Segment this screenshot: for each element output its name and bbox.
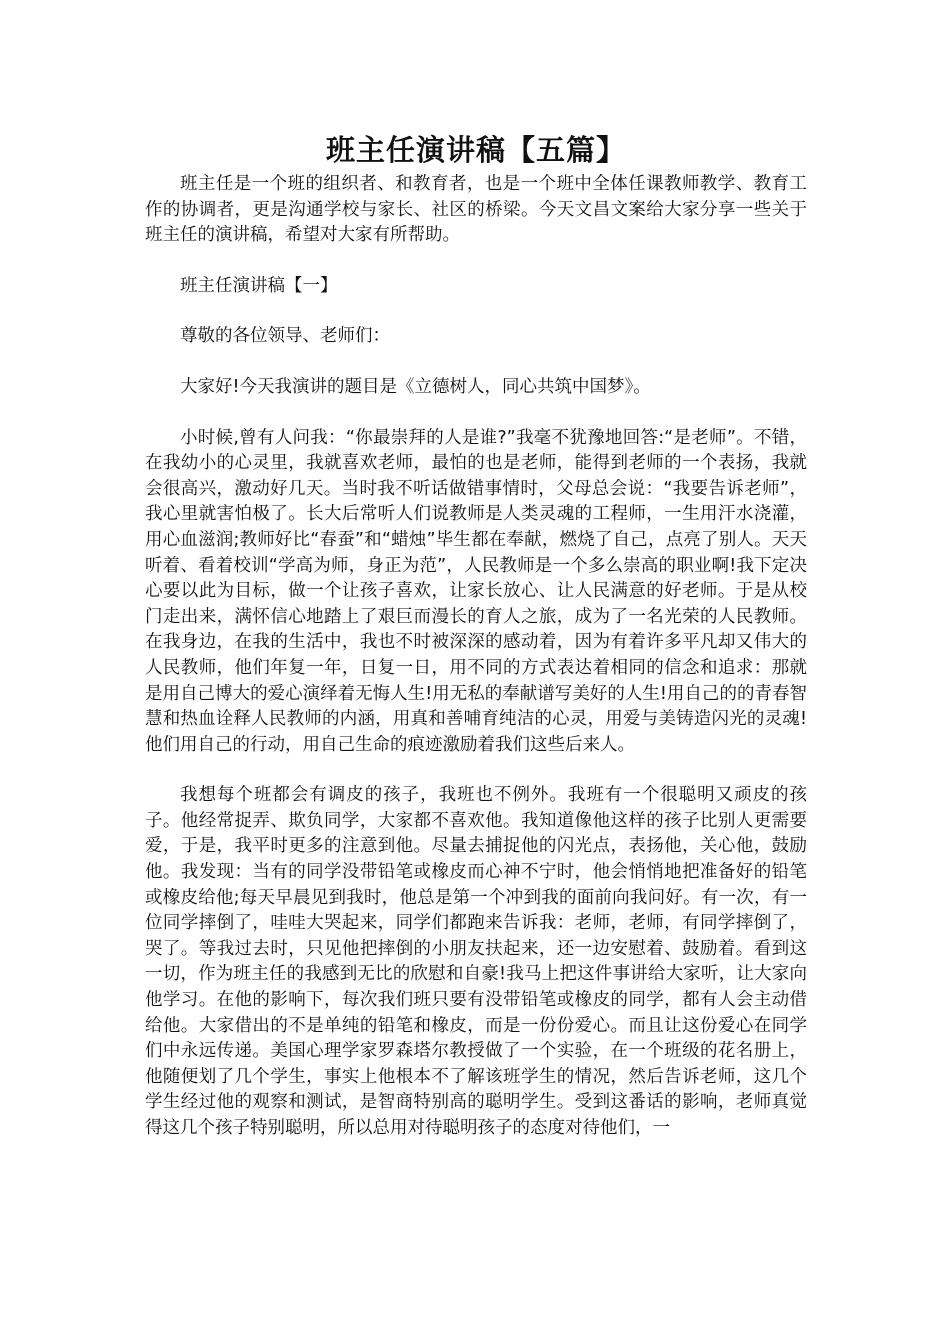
body-paragraph-naughty-child: 我想每个班都会有调皮的孩子，我班也不例外。我班有一个很聪明又顽皮的孩子。他经常捉弄、欺负同学，大家都不喜欢他。我知道像他这样的孩子比别人更需要爱，于是，我平时更多的注意到他。尽量去捕捉他的闪光点，表扬他，关心他，鼓励他。我发现：当有的同学没带铅笔或橡皮而心神不宁时，他会悄悄地把准备好的铅笔或橡皮给他;每天早晨见到我时，他总是第一个冲到我的面前向我问好。有一次，有一位同学摔倒了，哇哇大哭起来，同学们都跑来告诉我：老师，老师，有同学摔倒了，哭了。等我过去时，只见他把摔倒的小朋友扶起来，还一边安慰着、鼓励着。看到这一切，作为班主任的我感到无比的欣慰和自豪!我马上把这件事讲给大家听，让大家向他学习。在他的影响下，每次我们班只要有没带铅笔或橡皮的同学，都有人会主动借给他。大家借出的不是单纯的铅笔和橡皮，而是一份份爱心。而且让这份爱心在同学们中永远传递。美国心理学家罗森塔尔教授做了一个实验，在一个班级的花名册上，他随便划了几个学生，事实上他根本不了解该班学生的情况，然后告诉老师，这几个学生经过他的观察和测试，是智商特别高的聪明学生。受到这番话的影响，老师真觉得这几个孩子特别聪明，所以总用对待聪明孩子的态度对待他们，一	[145, 785, 807, 1138]
section-heading: 班主任演讲稿【一】	[180, 275, 338, 296]
salutation-paragraph: 尊敬的各位领导、老师们：	[180, 326, 390, 347]
document-page	[145, 128, 807, 1167]
intro-paragraph: 班主任是一个班的组织者、和教育者，也是一个班中全体任课教师教学、教育工作的协调者，更是沟通学校与家长、社区的桥梁。今天文昌文案给大家分享一些关于班主任的演讲稿，希望对大家有所帮助。	[145, 174, 807, 246]
greeting-paragraph: 大家好!今天我演讲的题目是《立德树人，同心共筑中国梦》。	[180, 376, 651, 397]
document-title: 班主任演讲稿【五篇】	[325, 133, 626, 167]
body-paragraph-childhood: 小时候,曾有人问我：“你最崇拜的人是谁?”我毫不犹豫地回答:“是老师”。不错，在我幼小的心灵里，我就喜欢老师，最怕的也是老师，能得到老师的一个表扬，我就会很高兴，激动好几天。当时我不听话做错事情时，父母总会说：“我要告诉老师”，我心里就害怕极了。长大后常听人们说教师是人类灵魂的工程师，一生用汗水浇灌，用心血滋润;教师好比“春蚕”和“蜡烛”毕生都在奉献，燃烧了自己，点亮了别人。天天听着、看着校训“学高为师，身正为范”，人民教师是一个多么崇高的职业啊!我下定决心要以此为目标，做一个让孩子喜欢，让家长放心、让人民满意的好老师。于是从校门走出来，满怀信心地踏上了艰巨而漫长的育人之旅，成为了一名光荣的人民教师。在我身边，在我的生活中，我也不时被深深的感动着，因为有着许多平凡却又伟大的人民教师，他们年复一年，日复一日，用不同的方式表达着相同的信念和追求：那就是用自己博大的爱心演绎着无悔人生!用无私的奉献谱写美好的人生!用自己的的青春智慧和热血诠释人民教师的内涵，用真和善哺育纯洁的心灵，用爱与美铸造闪光的灵魂!他们用自己的行动，用自己生命的痕迹激励着我们这些后来人。	[145, 427, 807, 755]
